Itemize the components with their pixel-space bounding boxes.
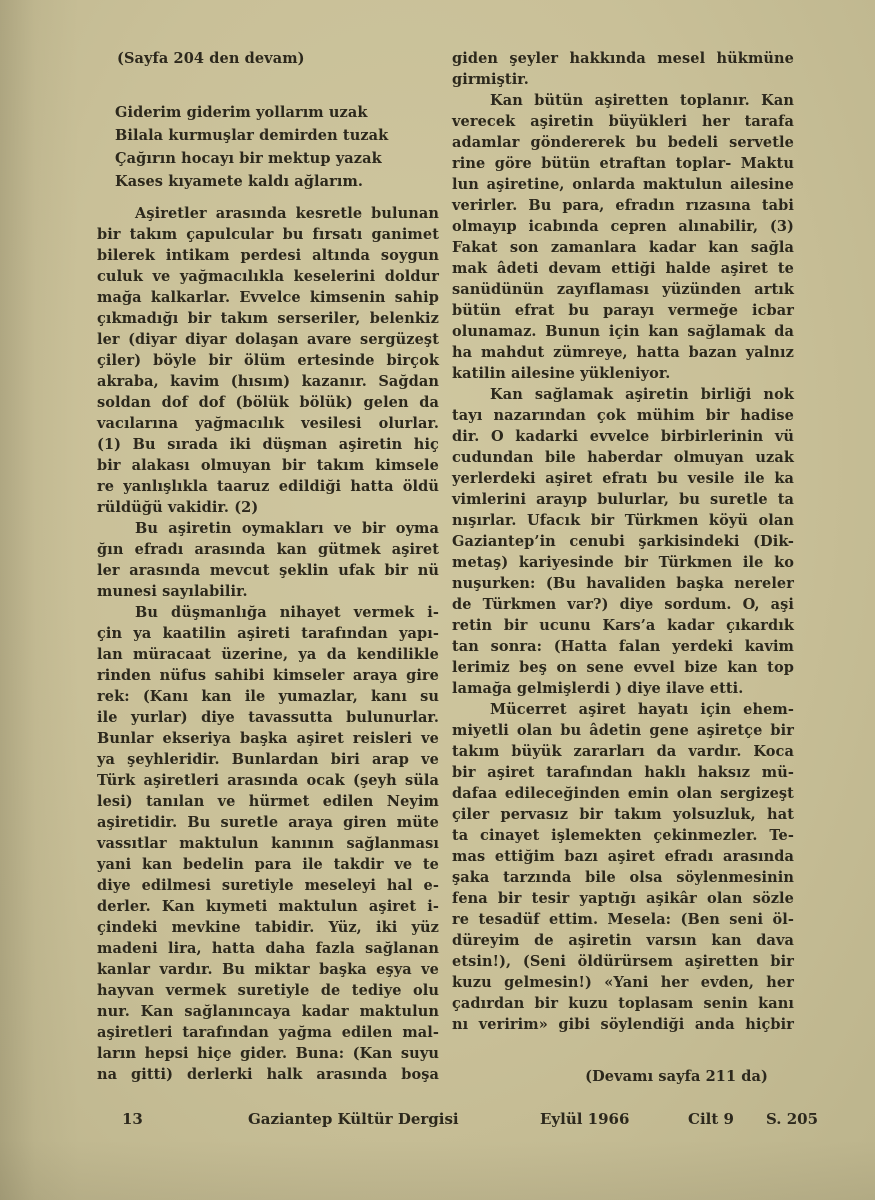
page-footer — [0, 1110, 875, 1136]
text-line: lesi) tanılan ve hürmet edilen Neyim — [97, 793, 439, 810]
text-line: re tesadüf ettim. Mesela: (Ben seni öl- — [452, 911, 794, 928]
text-line: aşiretidir. Bu suretle araya giren müte — [97, 814, 439, 831]
text-line: şaka tarzında bile olsa söylenmesinin — [452, 869, 794, 886]
text-line: Bu düşmanlığa nihayet vermek i- — [135, 604, 439, 621]
text-line: olunamaz. Bunun için kan sağlamak da — [452, 323, 794, 340]
text-line: fena bir tesir yaptığı aşikâr olan sözle — [452, 890, 794, 907]
text-line: culuk ve yağmacılıkla keselerini doldur — [97, 268, 439, 285]
continuation-note: (Devamı sayfa 211 da) — [585, 1068, 768, 1085]
text-line: yani kan bedelin para ile takdir ve te — [97, 856, 439, 873]
text-line: nur. Kan sağlanıncaya kadar maktulun — [97, 1003, 439, 1020]
text-line: sanüdünün zayıflaması yüzünden artık — [452, 281, 794, 298]
text-line: ya şeyhleridir. Bunlardan biri arap ve — [97, 751, 439, 768]
text-line: madeni lira, hatta daha fazla sağlanan — [97, 940, 439, 957]
text-line: Gaziantep’in cenubi şarkisindeki (Dik- — [452, 533, 794, 550]
text-line: munesi sayılabilir. — [97, 583, 248, 600]
text-line: miyetli olan bu âdetin gene aşiretçe bir — [452, 722, 794, 739]
text-line: çıkmadığı bir takım serseriler, belenkiz — [97, 310, 439, 327]
text-line: takım büyük zararları da vardır. Koca — [452, 743, 794, 760]
text-line: etsin!), (Seni öldürürsem aşiretten bir — [452, 953, 794, 970]
text-line: ğın efradı arasında kan gütmek aşiret — [97, 541, 439, 558]
footer-journal-title: Gaziantep Kültür Dergisi — [248, 1110, 459, 1128]
text-line: yerlerdeki aşiret efratı bu vesile ile ka — [452, 470, 794, 487]
text-line: katilin ailesine yükleniyor. — [452, 365, 671, 382]
text-line: retin bir ucunu Kars’a kadar çıkardık — [452, 617, 794, 634]
footer-issue-date: Eylül 1966 — [540, 1110, 630, 1128]
paragraph — [97, 203, 439, 518]
text-line: metaş) kariyesinde bir Türkmen ile ko — [452, 554, 794, 571]
text-line: derler. Kan kıymeti maktulun aşiret i- — [97, 898, 439, 915]
text-line: Bunlar ekseriya başka aşiret reisleri ve — [97, 730, 439, 747]
text-line: Bilala kurmuşlar demirden tuzak — [115, 127, 389, 144]
footer-page-number: 13 — [122, 1110, 143, 1128]
text-line: de Türkmen var?) diye sordum. O, aşi — [452, 596, 794, 613]
continuation-header — [117, 48, 439, 69]
text-line: akraba, kavim (hısım) kazanır. Sağdan — [97, 373, 439, 390]
text-line: dafaa edileceğinden emin olan sergizeşt — [452, 785, 794, 802]
text-line: çindeki mevkine tabidir. Yüz, iki yüz — [97, 919, 439, 936]
text-line: çiler pervasız bir takım yolsuzluk, hat — [452, 806, 794, 823]
text-line: mas ettiğim bazı aşiret efradı arasında — [452, 848, 794, 865]
text-line: çiler) böyle bir ölüm ertesinde birçok — [97, 352, 439, 369]
text-line: Aşiretler arasında kesretle bulunan — [135, 205, 439, 222]
text-line: lun aşiretine, onlarda maktulun ailesine — [452, 176, 794, 193]
text-line: na gitti) derlerki halk arasında boşa — [97, 1066, 439, 1083]
text-line: verirler. Bu para, efradın rızasına tabi — [452, 197, 794, 214]
paragraph — [452, 90, 794, 384]
text-line: olmayıp icabında cepren alınabilir, (3) — [452, 218, 794, 235]
text-line: hayvan vermek suretiyle de tediye olu — [97, 982, 439, 999]
poem — [115, 101, 439, 193]
text-line: verecek aşiretin büyükleri her tarafa — [452, 113, 794, 130]
text-line: Bu aşiretin oymakları ve bir oyma — [135, 520, 439, 537]
text-line: bilerek intikam perdesi altında soygun — [97, 247, 439, 264]
footer-volume: Cilt 9 — [688, 1110, 734, 1128]
paragraph — [97, 518, 439, 602]
text-line: cudundan bile haberdar olmuyan uzak — [452, 449, 794, 466]
text-line: ler (diyar diyar dolaşan avare sergüzeşt — [97, 331, 439, 348]
text-line: mağa kalkarlar. Evvelce kimsenin sahip — [97, 289, 439, 306]
text-line: tan sonra: (Hatta falan yerdeki kavim — [452, 638, 794, 655]
footer-page-ref: S. 205 — [766, 1110, 819, 1128]
text-line: adamlar göndererek bu bedeli servetle — [452, 134, 794, 151]
text-line: dir. O kadarki evvelce birbirlerinin vü — [452, 428, 794, 445]
text-line: giden şeyler hakkında mesel hükmüne — [452, 50, 794, 67]
text-line: çadırdan bir kuzu toplasam senin kanı — [452, 995, 794, 1012]
text-line: tayı nazarından çok mühim bir hadise — [452, 407, 794, 424]
text-line: nışırlar. Ufacık bir Türkmen köyü olan — [452, 512, 794, 529]
text-line: bir takım çapulcular bu fırsatı ganimet — [97, 226, 439, 243]
text-line: diye edilmesi suretiyle meseleyi hal e- — [97, 877, 439, 894]
text-line: rek: (Kanı kan ile yumazlar, kanı su — [97, 688, 439, 705]
text-line: vassıtlar maktulun kanının sağlanması — [97, 835, 439, 852]
text-line: Türk aşiretleri arasında ocak (şeyh süla — [97, 772, 439, 789]
text-line: re yanlışlıkla taaruz edildiği hatta öldü — [97, 478, 439, 495]
text-line: ların hepsi hiçe gider. Buna: (Kan suyu — [97, 1045, 439, 1062]
left-column — [97, 48, 439, 1085]
text-line: soldan dof dof (bölük bölük) gelen da — [97, 394, 439, 411]
paragraph — [97, 602, 439, 1085]
text-line: rine göre bütün etraftan toplar- Maktu — [452, 155, 794, 172]
text-line: Mücerret aşiret hayatı için ehem- — [490, 701, 794, 718]
text-line: mak âdeti devam ettiği halde aşiret te — [452, 260, 794, 277]
text-line: lamağa gelmişlerdi ) diye ilave etti. — [452, 680, 744, 697]
text-line: rüldüğü vakidir. (2) — [97, 499, 259, 516]
text-line: girmiştir. — [452, 71, 529, 88]
text-line: Çağırın hocayı bir mektup yazak — [115, 150, 382, 167]
text-line: çin ya kaatilin aşireti tarafından yapı- — [97, 625, 439, 642]
text-line: ta cinayet işlemekten çekinmezler. Te- — [452, 827, 794, 844]
text-line: vacılarına yağmacılık vesilesi olurlar. — [97, 415, 439, 432]
paragraph — [452, 48, 794, 90]
text-line: (1) Bu sırada iki düşman aşiretin hiç — [97, 436, 439, 453]
text-line: aşiretleri tarafından yağma edilen mal- — [97, 1024, 439, 1041]
text-line: nı veririm» gibi söylendiği anda hiçbir — [452, 1016, 794, 1033]
text-line: nuşurken: (Bu havaliden başka nereler — [452, 575, 794, 592]
paragraph — [452, 384, 794, 699]
text-line: bütün efrat bu parayı vermeğe icbar — [452, 302, 794, 319]
text-line: kuzu gelmesin!) «Yani her evden, her — [452, 974, 794, 991]
text-line: lerimiz beş on sene evvel bize kan top — [452, 659, 794, 676]
text-line: düreyim de aşiretin varsın kan dava — [452, 932, 794, 949]
right-column — [452, 48, 794, 1087]
text-line: ler arasında mevcut şeklin ufak bir nü — [97, 562, 439, 579]
text-line: rinden nüfus sahibi kimseler araya gire — [97, 667, 439, 684]
text-line: Kan sağlamak aşiretin birliği nok — [490, 386, 794, 403]
text-line: Kases kıyamete kaldı ağlarım. — [115, 173, 364, 190]
text-line: kanlar vardır. Bu miktar başka eşya ve — [97, 961, 439, 978]
text-line: ile yurlar) diye tavassutta bulunurlar. — [97, 709, 439, 726]
text-line: bir aşiret tarafından haklı haksız mü- — [452, 764, 794, 781]
text-line: vimlerini arayıp bulurlar, bu suretle ta — [452, 491, 794, 508]
text-line: Fakat son zamanlara kadar kan sağla — [452, 239, 794, 256]
text-line: bir alakası olmuyan bir takım kimsele — [97, 457, 439, 474]
text-line: Giderim giderim yollarım uzak — [115, 104, 368, 121]
text-line: (Sayfa 204 den devam) — [117, 50, 305, 67]
text-line: ha mahdut zümreye, hatta bazan yalnız — [452, 344, 794, 361]
paragraph — [452, 699, 794, 1035]
text-line: Kan bütün aşiretten toplanır. Kan — [490, 92, 794, 109]
text-line: lan müracaat üzerine, ya da kendilikle — [97, 646, 439, 663]
